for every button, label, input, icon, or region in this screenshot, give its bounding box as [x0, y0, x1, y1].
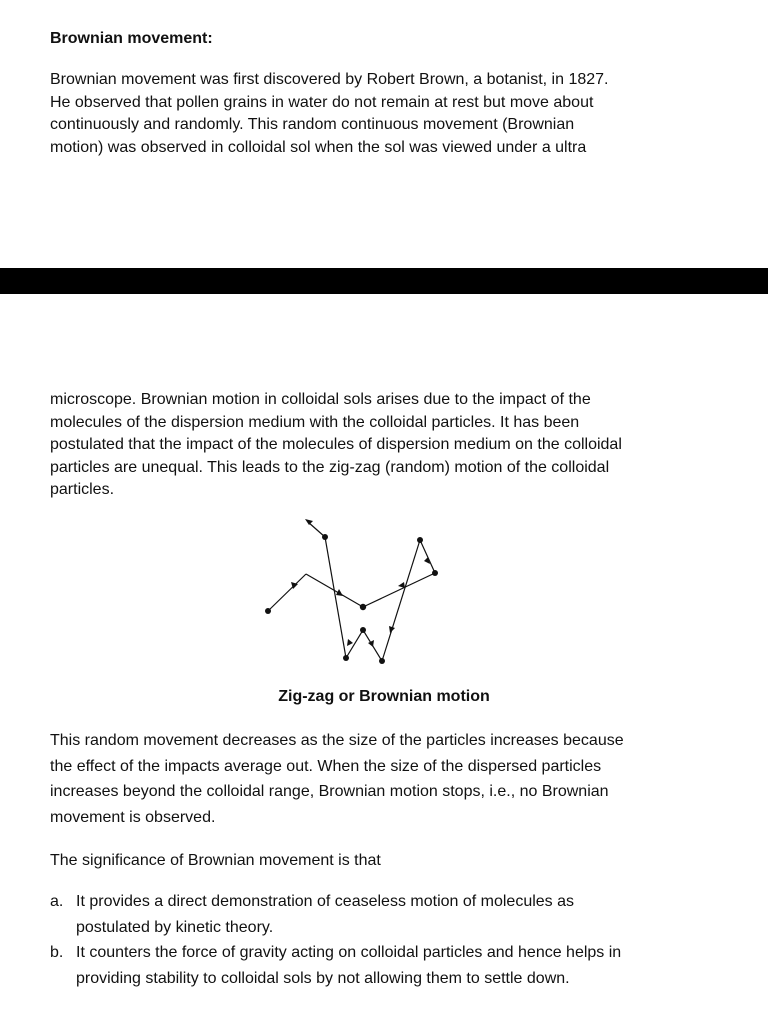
paragraph-line: Brownian movement was first discovered by Robert Brown, a botanist, in 1827.: [50, 71, 609, 88]
list-item-line: postulated by kinetic theory.: [76, 918, 274, 936]
paragraph-line: molecules of the dispersion medium with the colloidal particles. It has been: [50, 413, 580, 431]
particle-dot: [265, 608, 271, 614]
direction-arrows: [291, 519, 430, 647]
list-item: [50, 889, 730, 940]
list-marker: b.: [50, 944, 64, 961]
zigzag-motion-diagram: [255, 515, 455, 675]
particle-dot: [360, 627, 366, 633]
paragraph-line: particles are unequal. This leads to the zig-zag (random) motion of the colloidal: [50, 458, 610, 476]
particle-dot: [360, 604, 366, 610]
figure-caption: Zig-zag or Brownian motion: [278, 688, 490, 705]
size-effect-paragraph: [50, 728, 720, 830]
particle-dot: [379, 658, 385, 664]
paragraph-line: movement is observed.: [50, 808, 216, 826]
paragraph-line: microscope. Brownian motion in colloidal sols arises due to the impact of the: [50, 391, 591, 408]
paragraph-line: motion) was observed in colloidal sol when the sol was viewed under a ultra: [50, 138, 587, 156]
list-item-line: It provides a direct demonstration of ceaseless motion of molecules as: [76, 893, 575, 910]
significance-list: [50, 889, 730, 991]
particle-dot: [417, 537, 423, 543]
list-marker: a.: [50, 893, 64, 910]
page-divider-bar: [0, 268, 768, 294]
paragraph-line: the effect of the impacts average out. When the size of the dispersed particles: [50, 757, 602, 775]
intro-paragraph: [50, 69, 720, 159]
paragraph-line: This random movement decreases as the size of the particles increases because: [50, 732, 624, 749]
particle-dot: [432, 570, 438, 576]
particle-path: [268, 522, 435, 661]
significance-intro: The significance of Brownian movement is that: [50, 852, 381, 869]
paragraph-line: increases beyond the colloidal range, Brownian motion stops, i.e., no Brownian: [50, 783, 609, 800]
particle-dot: [343, 655, 349, 661]
arrowhead: [389, 626, 395, 633]
particle-points: [265, 534, 438, 664]
arrowhead: [368, 640, 374, 647]
paragraph-line: He observed that pollen grains in water do not remain at rest but move about: [50, 93, 594, 111]
list-item: [50, 940, 730, 991]
arrowhead: [347, 639, 353, 646]
list-item-line: It counters the force of gravity acting on colloidal particles and hence helps in: [76, 944, 622, 961]
arrowhead: [305, 519, 313, 525]
paragraph-line: particles.: [50, 481, 115, 498]
particle-dot: [322, 534, 328, 540]
cause-paragraph: [50, 389, 720, 502]
section-heading: Brownian movement:: [50, 30, 213, 47]
arrowhead: [398, 582, 405, 588]
paragraph-line: postulated that the impact of the molecules of dispersion medium on the colloidal: [50, 436, 622, 453]
paragraph-line: continuously and randomly. This random continuous movement (Brownian: [50, 116, 575, 133]
list-item-line: providing stability to colloidal sols by not allowing them to settle down.: [76, 969, 570, 987]
